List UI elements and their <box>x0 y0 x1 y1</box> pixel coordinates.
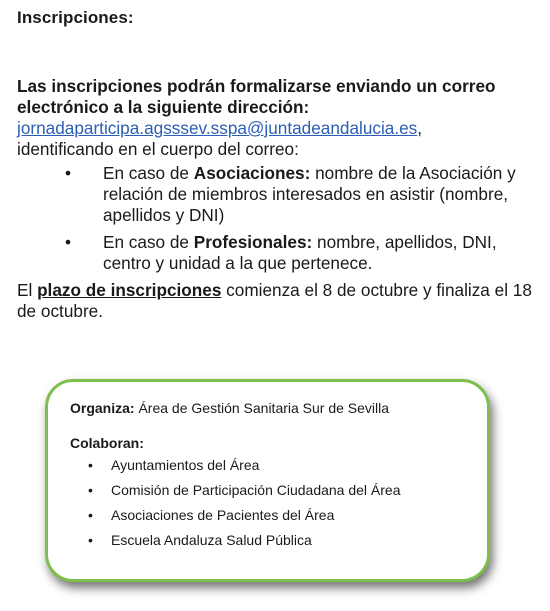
bullet-icon: • <box>88 507 93 523</box>
list-item <box>70 531 401 549</box>
collaborators-list <box>70 456 401 549</box>
list-item <box>70 506 401 524</box>
deadline-label: plazo de inscripciones <box>37 280 222 300</box>
section-heading: Inscripciones: <box>17 8 134 27</box>
list-item <box>70 481 401 499</box>
organiza-line <box>70 399 401 417</box>
collaborator-name: Asociaciones de Pacientes del Área <box>111 507 335 523</box>
list-item-prefix: En caso de <box>103 232 194 252</box>
organiza-label: Organiza: <box>70 400 135 416</box>
organiza-value: Área de Gestión Sanitaria Sur de Sevilla <box>134 400 390 416</box>
collaborator-name: Escuela Andaluza Salud Pública <box>111 532 312 548</box>
list-item-strong: Asociaciones: <box>193 163 311 183</box>
list-item <box>17 163 537 226</box>
deadline-prefix: El <box>17 280 38 300</box>
list-item-text: nombre, apellidos, DNI, centro y unidad a la que pertenece. <box>103 232 497 273</box>
bullet-icon: • <box>65 163 72 183</box>
intro-strong-text: Las inscripciones podrán formalizarse enviando un correo electrónico a la siguiente dirección: <box>17 76 496 117</box>
bullet-icon: • <box>88 532 93 548</box>
organizers-content <box>70 399 401 556</box>
registration-text <box>17 76 537 322</box>
requirements-list <box>17 163 537 274</box>
deadline-text: comienza el 8 de octubre y finaliza el 18 de octubre. <box>17 280 532 321</box>
bullet-icon: • <box>88 457 93 473</box>
bullet-icon: • <box>65 232 72 252</box>
list-item <box>17 232 537 274</box>
organizers-box <box>45 379 490 582</box>
intro-tail: identificando en el cuerpo del correo: <box>17 139 299 159</box>
bullet-icon: • <box>88 482 93 498</box>
colaboran-label: Colaboran: <box>70 435 144 451</box>
email-comma: , <box>417 118 423 138</box>
list-item-strong: Profesionales: <box>193 232 313 252</box>
collaborator-name: Ayuntamientos del Área <box>111 457 260 473</box>
intro-paragraph <box>17 76 537 160</box>
list-item <box>70 456 401 474</box>
deadline-paragraph <box>17 280 537 322</box>
list-item-text: nombre de la Asociación y relación de miembros interesados en asistir (nombre, apellidos y DNI) <box>103 163 516 225</box>
collaborator-name: Comisión de Participación Ciudadana del Área <box>111 482 401 498</box>
list-item-prefix: En caso de <box>103 163 194 183</box>
email-link[interactable]: jornadaparticipa.agsssev.sspa@juntadeandalucia.es <box>17 118 418 138</box>
